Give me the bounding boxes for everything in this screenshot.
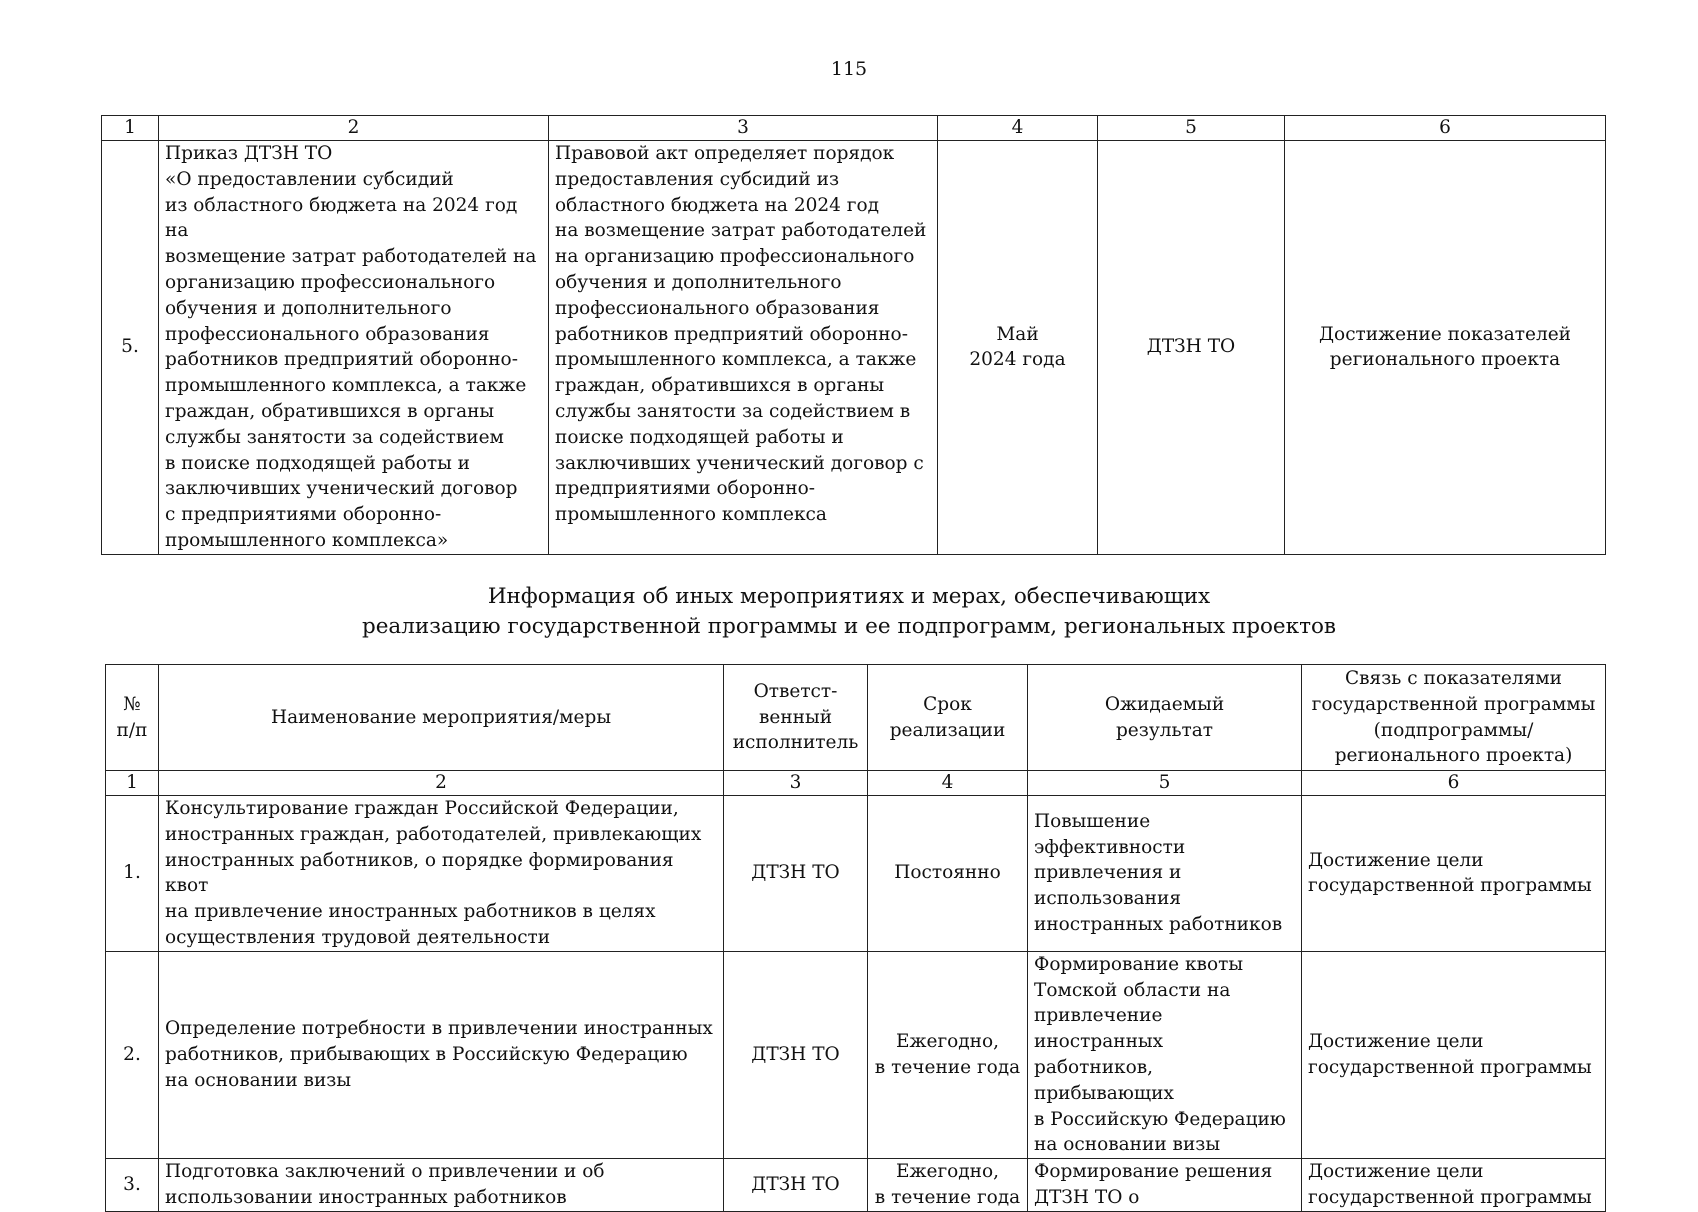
- measure-executor: ДТЗН ТО: [724, 1159, 868, 1212]
- measure-result: Повышение эффективности привлечения и использования иностранных работников: [1028, 796, 1302, 952]
- measure-executor: ДТЗН ТО: [724, 796, 868, 952]
- column-number-row: [102, 116, 1606, 141]
- header-row: [106, 665, 1606, 771]
- row-number: 1.: [106, 796, 159, 952]
- column-number: 2: [159, 771, 724, 796]
- section-title-line: Информация об иных мероприятиях и мерах, обеспечивающих: [487, 584, 1211, 609]
- table-row: [106, 796, 1606, 952]
- act-term: Май 2024 года: [938, 141, 1098, 555]
- act-result: Достижение показателей регионального проекта: [1285, 141, 1606, 555]
- header-link: Связь с показателями государственной программы (подпрограммы/ регионального проекта): [1302, 665, 1606, 771]
- row-number: 3.: [106, 1159, 159, 1212]
- measure-link: Достижение цели государственной программы: [1302, 796, 1606, 952]
- measure-link: Достижение цели государственной программы: [1302, 1159, 1606, 1212]
- act-name: Приказ ДТЗН ТО «О предоставлении субсидий из областного бюджета на 2024 год на возмещение затрат работодателей на организацию профессионального обучения и дополнительного профессионального образования работников предприятий оборонно- промышленного комплекса, а также граждан, обратившихся в органы службы занятости за содействием в поиске подходящей работы и заключивших ученический договор с предприятиями оборонно- промышленного комплекса»: [159, 141, 549, 555]
- column-number: 5: [1098, 116, 1285, 141]
- section-title: [0, 582, 1698, 642]
- legal-acts-table: [101, 115, 1606, 555]
- header-name: Наименование мероприятия/меры: [159, 665, 724, 771]
- column-number: 1: [106, 771, 159, 796]
- column-number: 3: [549, 116, 938, 141]
- measure-name: Определение потребности в привлечении иностранных работников, прибывающих в Российскую Федерацию на основании визы: [159, 951, 724, 1158]
- measure-link: Достижение цели государственной программы: [1302, 951, 1606, 1158]
- column-number: 1: [102, 116, 159, 141]
- table-row: [102, 141, 1606, 555]
- page-number: 115: [830, 58, 868, 80]
- header-term: Срок реализации: [868, 665, 1028, 771]
- measure-executor: ДТЗН ТО: [724, 951, 868, 1158]
- row-number: 2.: [106, 951, 159, 1158]
- column-number: 6: [1302, 771, 1606, 796]
- column-number: 2: [159, 116, 549, 141]
- measure-result: Формирование квоты Томской области на привлечение иностранных работников, прибывающих в Российскую Федерацию на основании визы: [1028, 951, 1302, 1158]
- column-number-row: [106, 771, 1606, 796]
- section-title-line: реализацию государственной программы и ее подпрограмм, региональных проектов: [361, 614, 1337, 639]
- column-number: 5: [1028, 771, 1302, 796]
- act-executor: ДТЗН ТО: [1098, 141, 1285, 555]
- header-num: № п/п: [106, 665, 159, 771]
- column-number: 3: [724, 771, 868, 796]
- measure-name: Консультирование граждан Российской Федерации, иностранных граждан, работодателей, привлекающих иностранных работников, о порядке формирования квот на привлечение иностранных работников в целях осуществления трудовой деятельности: [159, 796, 724, 952]
- measure-term: Постоянно: [868, 796, 1028, 952]
- table-row: [106, 951, 1606, 1158]
- measures-table: [105, 664, 1606, 1212]
- measure-term: Ежегодно, в течение года: [868, 1159, 1028, 1212]
- column-number: 4: [868, 771, 1028, 796]
- column-number: 4: [938, 116, 1098, 141]
- table-row: [106, 1159, 1606, 1212]
- header-executor: Ответст- венный исполнитель: [724, 665, 868, 771]
- measure-name: Подготовка заключений о привлечении и об использовании иностранных работников: [159, 1159, 724, 1212]
- act-description: Правовой акт определяет порядок предоставления субсидий из областного бюджета на 2024 год на возмещение затрат работодателей на организацию профессионального обучения и дополнительного профессионального образования работников предприятий оборонно- промышленного комплекса, а также граждан, обратившихся в органы службы занятости за содействием в поиске подходящей работы и заключивших ученический договор с предприятиями оборонно- промышленного комплекса: [549, 141, 938, 555]
- header-result: Ожидаемый результат: [1028, 665, 1302, 771]
- measure-result: Формирование решения ДТЗН ТО о: [1028, 1159, 1302, 1212]
- measure-term: Ежегодно, в течение года: [868, 951, 1028, 1158]
- column-number: 6: [1285, 116, 1606, 141]
- row-number: 5.: [102, 141, 159, 555]
